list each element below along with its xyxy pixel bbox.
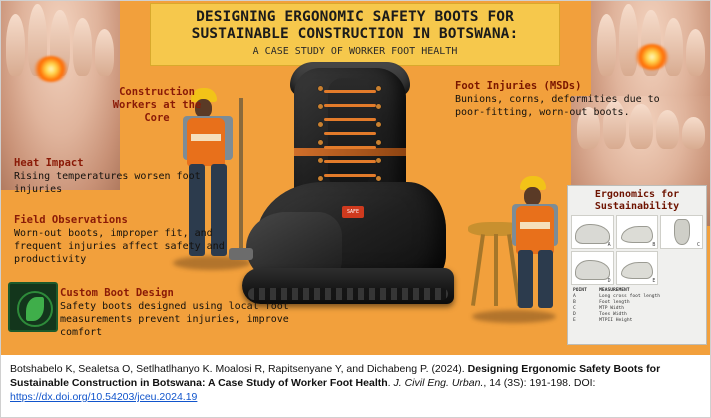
ergonomics-cell-a-label: A [607, 242, 611, 248]
citation-volume: , 14 (3S): 191-198. [483, 377, 571, 389]
measure-row-3-point: D [573, 312, 576, 317]
citation-block: Botshabelo K, Sealetsa O, Setlhatlhanyo K. Moalosi R, Rapitsenyane Y, and Dichabeng P. (2024). Designing Ergonomic Safety Boots for Sustainable Construction in Botswana: A Case Study of Worker Foot Health. J. Civil Eng. Urban., 14 (3S): 191-198. DOI: https://dx.doi.org/10.54203/jceu.2024.19 [0, 356, 711, 418]
callout-foot-injuries [455, 80, 690, 119]
citation-journal: J. Civil Eng. Urban. [393, 377, 484, 389]
poster-title-line1: DESIGNING ERGONOMIC SAFETY BOOTS FOR [196, 9, 514, 25]
citation-title: Designing Ergonomic Safety Boots for Sustainable Construction in Botswana: A Case Study of Worker Foot Health [10, 363, 661, 389]
injury-glow-icon [635, 44, 669, 70]
ergonomics-panel [567, 185, 707, 345]
worker-leg-left [518, 250, 533, 308]
ergonomics-cell-b-label: B [652, 242, 656, 248]
callout-workers-heading: Construction Workers at the Core [112, 86, 202, 124]
measure-row-0-value: Long cross foot length [599, 294, 661, 299]
poster-title-line2: SUSTAINABLE CONSTRUCTION IN BOTSWANA: [191, 26, 519, 42]
shovel-handle [239, 98, 243, 258]
ergonomics-cell-d-label: D [607, 278, 611, 284]
poster-subtitle: A CASE STUDY OF WORKER FOOT HEALTH [252, 46, 458, 57]
measure-header-measurement: MEASUREMENT [599, 288, 630, 293]
foot-side-icon [621, 226, 654, 243]
worker-shadow [472, 310, 556, 323]
workbench-leg-2 [494, 234, 498, 306]
boot-brand-badge: SAFE [342, 206, 364, 218]
callout-heat-impact [14, 157, 204, 196]
measure-row-4-point: E [573, 318, 576, 323]
callout-heat-body: Rising temperatures worsen foot injuries [14, 171, 201, 195]
measure-row-1-value: Foot length [599, 300, 630, 305]
poster-title-box [150, 3, 560, 66]
callout-workers [97, 86, 217, 125]
callout-field-heading: Field Observations [14, 214, 128, 226]
callout-field-body: Worn-out boots, improper fit, and frequent injuries affect safety and productivity [14, 228, 225, 265]
ergonomics-cell-c [660, 215, 703, 249]
leg-icon [674, 219, 690, 245]
measure-row-1-point: B [573, 300, 576, 305]
citation-authors: Botshabelo K, Sealetsa O, Setlhatlhanyo K. Moalosi R, Rapitsenyane Y, and Dichabeng P. (2024). [10, 363, 465, 375]
ergonomics-figure-grid [568, 215, 706, 285]
shoe-top-icon [575, 224, 610, 244]
measure-row-4-value: MTPII Height [599, 318, 633, 323]
ergonomics-cell-c-label: C [696, 242, 700, 248]
callout-injuries-body: Bunions, corns, deformities due to poor-fitting, worn-out boots. [455, 94, 660, 118]
shovel-blade [229, 248, 253, 260]
ergonomics-cell-a [571, 215, 614, 249]
ergonomics-panel-title: Ergonomics for Sustainability [594, 189, 680, 212]
measure-row-3-value: Toes Width [599, 312, 627, 317]
ergonomics-cell-e [616, 251, 659, 285]
workbench-leg-1 [471, 234, 485, 306]
ergonomics-cell-e-label: E [652, 278, 656, 284]
citation-doi-link[interactable]: https://dx.doi.org/10.54203/jceu.2024.19 [10, 391, 198, 403]
callout-custom-body: Safety boots designed using local foot measurements prevent injuries, improve comfort [60, 301, 289, 338]
callout-field-observations [14, 214, 229, 266]
worker-figure-right [468, 170, 560, 330]
ergonomics-cell-spacer [660, 251, 703, 285]
injury-glow-icon [34, 56, 68, 82]
measure-row-0-point: A [573, 294, 576, 299]
ergonomics-measurement-table [572, 288, 702, 324]
organization-logo [8, 282, 58, 332]
shoe-outline-icon [575, 260, 610, 280]
citation-doi-label: DOI: [573, 377, 596, 389]
callout-custom-boot-design [60, 287, 310, 339]
safety-vest [516, 206, 554, 254]
boot-eyelets [318, 82, 382, 198]
measure-row-2-point: C [573, 306, 576, 311]
ergonomics-cell-b [616, 215, 659, 249]
callout-custom-heading: Custom Boot Design [60, 287, 174, 299]
measure-row-2-value: MTP Width [599, 306, 625, 311]
callout-heat-heading: Heat Impact [14, 157, 84, 169]
measure-header-point: POINT [573, 288, 587, 293]
foot-print-icon [621, 262, 654, 279]
callout-injuries-heading: Foot Injuries (MSDs) [455, 80, 582, 92]
worker-leg-right [538, 250, 553, 308]
ergonomics-cell-d [571, 251, 614, 285]
